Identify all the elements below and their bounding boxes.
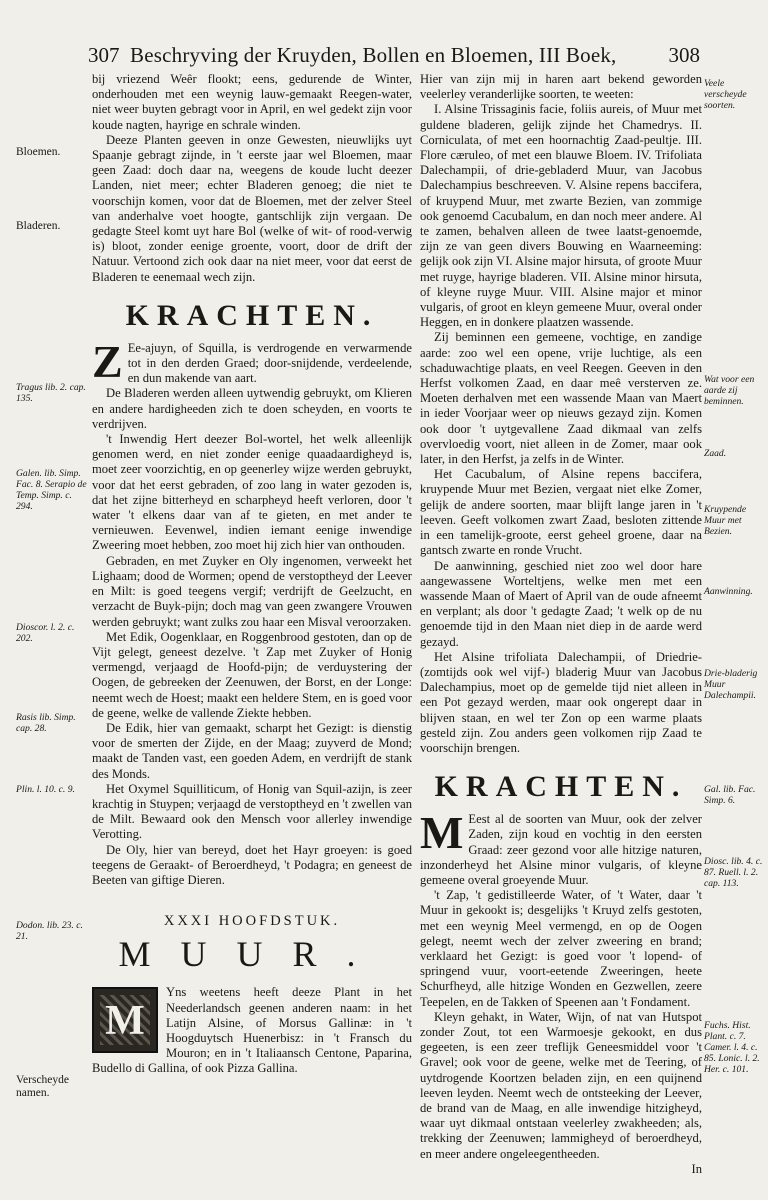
- paragraph: Zij beminnen een gemeene, vochtige, en zandige aarde: zoo wel een opene, vrije luchtige, als een schaduwachtige plaats, en veel Reegen. Geeven in den Herfst volkomen Zaad, en daar meê versterven ze. Moeten derhalven met een wassende Maan van Maert in ieder Voorjaar weer op nieuws gezayd zijn. Komen ook door 't uytgevallene Zaad dikmaal van zelfs overvloedig voort, niet alleen in de Zomer, maar ook later, in den Herfst, ja zelfs in de Winter.: [420, 330, 702, 467]
- margin-note: Bladeren.: [16, 220, 61, 232]
- paragraph: 't Inwendig Hert deezer Bol-wortel, het welk alleenlijk genomen werd, en niet zonder eenige quaadaardigheyd is, moet zeer voorzichtig, en op geenerley wijze werden gebruykt, voor dat het eerst gebraden, of zoo lang in water gezoden is, dat het zijne bitterheyd en scharpheyd heeft verloren, door 't water 't elkens daar van af te gieten, en met ander te vernieuwen. Eevenwel, indien iemant eenige inwendige Zweering moet hebben, zoo moet hij zich hier van onthouden.: [92, 432, 412, 553]
- drop-cap: Z: [92, 335, 123, 387]
- margin-note: Verscheyde namen.: [16, 1074, 70, 1099]
- catchword: In: [691, 1161, 702, 1176]
- paragraph: [420, 807, 702, 888]
- paragraph: 't Zap, 't gedistilleerde Water, of 't Water, daar 't Muur in gekookt is; desgelijks 't Kruyd zelfs gestoten, met een weynig Meel vermengd, en op de Oogen gelegt, neemt wech der zelver zweering en brand; verklaard het Gezigt: is goed voor 't lopend- of springend vuur, voort-eetende Zweeringen, heete Schurfheyd, alle hitzige Wonden en Gezwellen, zeere Teepelen, en de Takken of Speenen aan 't Fondament.: [420, 888, 702, 1009]
- margin-note: Dioscor. l. 2. c. 202.: [16, 622, 75, 644]
- margin-note: Galen. lib. Simp. Fac. 8. Serapio de Temp. Simp. c. 294.: [16, 468, 87, 512]
- paragraph: Hier van zijn mij in haren aart bekend geworden veelerley veranderlijke soorten, te weeten:: [420, 72, 702, 102]
- paragraph: [92, 985, 412, 1076]
- chapter-title: MUUR.: [118, 934, 386, 975]
- ornamental-initial-letter: M: [105, 998, 145, 1045]
- running-title: Beschryving der Kruyden, Bollen en Bloemen, III Boek,: [130, 43, 617, 67]
- running-header: [88, 40, 700, 70]
- margin-note: Bloemen.: [16, 146, 61, 158]
- paragraph: De aanwinning, geschied niet zoo wel door hare aangewassene Worteltjens, welke men met een wassende Maan of Maert of April van de oude afneemt en verplant; als door 't gedagte Zaad; 't welk op de nu genoemde tijd in den Maan niet diep in de aarde werd gezayd.: [420, 558, 702, 649]
- section-title: KRACHTEN.: [125, 298, 379, 332]
- paragraph: Deeze Planten geeven in onze Gewesten, nieuwlijks uyt Spaanje gebragt zijnde, in 't eerste jaar wel Bloemen, maar geen Zaad: doch daar na, weegens de koude lucht deezer Landen, niet meer; echter Bladeren genoeg; die niet te voorschijn komen, voor dat de Bloemen, met der zelver Steel van anderhalve voet hoogte, gantschlijk zijn vergaan. De gedagte Steel komt uyt hare Bol (welke of wit- of rood-verwig is) bloot, zonder eenige groente, voort, door de drift der Natuur. Vertoond zich ook daar na niet meer, voor dat eerst de Bladeren te eenemaal wech zijn.: [92, 132, 412, 284]
- margin-note: Gal. lib. Fac. Simp. 6.: [704, 784, 756, 806]
- margin-note: Dodon. lib. 23. c. 21.: [16, 920, 83, 942]
- margin-note: Zaad.: [704, 448, 727, 459]
- section-title: KRACHTEN.: [434, 770, 688, 804]
- margin-note: Tragus lib. 2. cap. 135.: [16, 382, 86, 404]
- margin-note: Drie-bladerig Muur Dalechampii.: [704, 668, 758, 701]
- margin-note: Diosc. lib. 4. c. 87. Ruell. l. 2. cap. 113.: [704, 856, 763, 889]
- paragraph-text: Ee-ajuyn, of Squilla, is verdrogende en verwarmende tot in den derden Graed; door-snijdende, verdeelende, en dun makende van aart.: [127, 340, 412, 386]
- margin-note: Veele verscheyde soorten.: [704, 78, 747, 111]
- paragraph: Gebraden, en met Zuyker en Oly ingenomen, verweekt het Lighaam; dood de Wormen; opend de verstoptheyd der Leever en Milt: is goed teegens vergif; verdrijft de Geelzucht, en verzacht de Buyk-pijn; doch mag van geen zwangere Vrouwen werden gebruykt; want zulks zou haar een Misval veroorzaken.: [92, 553, 412, 629]
- paragraph: I. Alsine Trissaginis facie, foliis aureis, of Muur met guldene bladeren, gelijk zijnde het Chamedrys. II. Corniculata, of met een hoornachtig Zaad-peultje. III. Flore cæruleo, of met een blauwe Bloem. IV. Trifoliata Dalechampii, of drie-gebladerd Muur, van Jacobus Dalechampius beschreeven. V. Alsine repens baccifera, of kruypend Muur, met zwarte Bezien, van zommige ook genoemd Cacubalum, en dan noch meer andere. Al te zamen, behalven alleen de twee laatst-genoemde, zijn ze van geen divers Bouwing en Waarneeming: gelijk ook zijn VI. Alsine major hirsuta, of groote Muur met ruyge, hayrige bladeren. VII. Alsine minor hirsuta, of kleyne ruyge Muur. VIII. Alsine major et minor vulgaris, of groot en kleyn gemeene Muur, overal onder Heggen, en in donkere plaatzen wassende.: [420, 102, 702, 330]
- margin-note: Aanwinning.: [704, 586, 753, 597]
- page-number-left: 307: [88, 43, 120, 67]
- paragraph: De Edik, hier van gemaakt, scharpt het Gezigt: is dienstig voor de smerten der Zijde, en der Maag; zuyverd de Mond; maakt de Tanden vast, een goeden Adem, en verdrijft de stank des Monds.: [92, 720, 412, 781]
- paragraph: Het Oxymel Squilliticum, of Honig van Squil-azijn, is zeer krachtig in Stuypen; verjaagd de verstoptheyd en 't zwellen van de Milt. Bewaard ook den Mensch voor allerley inwendige Verotting.: [92, 781, 412, 842]
- margin-note: Rasis lib. Simp. cap. 28.: [16, 712, 76, 734]
- paragraph: Het Alsine trifoliata Dalechampii, of Driedrie- (zomtijds ook wel vijf-) bladerig Muur van Jacobus Dalechampius, moet op de gemelde tijd niet alleen in een Pot gezayd werden, maar ook ongerept daar in blijven staan, en wel ter Zon op een warme plaats gesteld zijn. Zou anders geen volkomen rijp Zaad te voorschijn brengen.: [420, 649, 702, 755]
- left-column: [92, 72, 412, 1077]
- paragraph-text: Yns weetens heeft deeze Plant in het Neederlandsch geenen anderen naam: in het Latijn Alsine, of Morsus Gallinæ: in 't Hoogduytsch Huenerbisz: in 't Fransch du Mouron; en in 't Italiaansch Centone, Paparina, Budello di Gallina, of ook Pizza Gallina.: [92, 985, 412, 1076]
- drop-cap: M: [420, 807, 464, 859]
- margin-note: Plin. l. 10. c. 9.: [16, 784, 75, 795]
- page-number-right: 308: [668, 43, 700, 67]
- paragraph: [92, 335, 412, 387]
- paragraph: Met Edik, Oogenklaar, en Roggenbrood gestoten, dan op de Vijt gelegt, geneest dezelve. 't Zap met Zuyker of Honig vermengd, verjaagd de Hoofd-pijn; de verduystering der Oogen, de gebreeken der Zeenuwen, der Borst, en der Longe: neemt wech de Hoest; maakt een heldere Stem, en is goed voor de geene, welke de vallende Ziekte hebben.: [92, 629, 412, 720]
- paragraph: De Oly, hier van bereyd, doet het Hayr groeyen: is goed teegens de Geraakt- of Beroerdheyd, 't Podagra; en geneest de Beeten van giftige Dieren.: [92, 842, 412, 887]
- paragraph: Het Cacubalum, of Alsine repens baccifera, kruypende Muur met Bezien, vergaat niet elke Zomer, gelijk de andere soorten, maar blijft lange jaren in 't leeven. Geeft volkomen zwart Zaad, besloten zittende in een tamelijk-groote, eerst geheel groene, daar na gantsch zwarte en ronde Vrucht.: [420, 467, 702, 558]
- right-column: [420, 72, 702, 1177]
- paragraph-text: Eest al de soorten van Muur, ook der zelver Zaden, zijn koud en vochtig in den eersten Graad: zeer gezond voor alle hitzige naturen, inzonderheyd het Alsine minor vulgaris, of kleyne gemeene overal groeyende Muur.: [420, 812, 702, 887]
- margin-note: Kruypende Muur met Bezien.: [704, 504, 747, 537]
- chapter-heading: XXXI HOOFDSTUK.: [163, 913, 341, 930]
- margin-note: Fuchs. Hist. Plant. c. 7. Camer. l. 4. c. 85. Lonic. l. 2. Her. c. 101.: [704, 1020, 760, 1075]
- paragraph: bij vriezend Weêr flookt; eens, gedurende de Winter, onderhouden met een weynig lauw-gemaakt Reegen-water, niet weer buyten gebragt voor in April, en wel gedekt zijn voor koude nagten, hayrige en schrale winden.: [92, 72, 412, 132]
- margin-note: Wat voor een aarde zij beminnen.: [704, 374, 755, 407]
- paragraph: Kleyn gehakt, in Water, Wijn, of nat van Hutspot zonder Zout, tot een Warmoesje gekookt, en dus gegeeten, is een zeer treflijk Geneesmiddel voor 't Gravel; ook voor de geene, welke met de Teering, of uytdrogende Koortzen beladen zijn, en een quijnend leeven leyden. Neemt wech de ontsteeking der Leever, de brand van de Maag, en alle inwendige hitzigheyd, waar uyt dikmaal ontstaan veelerley zwakheeden; als, trekking der Zeenuwen; lammigheyd of beroerdheyd, en meer andere ongeleegentheeden.: [420, 1009, 702, 1161]
- ornamental-initial: [92, 987, 158, 1053]
- paragraph: De Bladeren werden alleen uytwendig gebruykt, om Klieren en andere hardigheeden zich te doen scheyden, en voorts te verdrijven.: [92, 386, 412, 431]
